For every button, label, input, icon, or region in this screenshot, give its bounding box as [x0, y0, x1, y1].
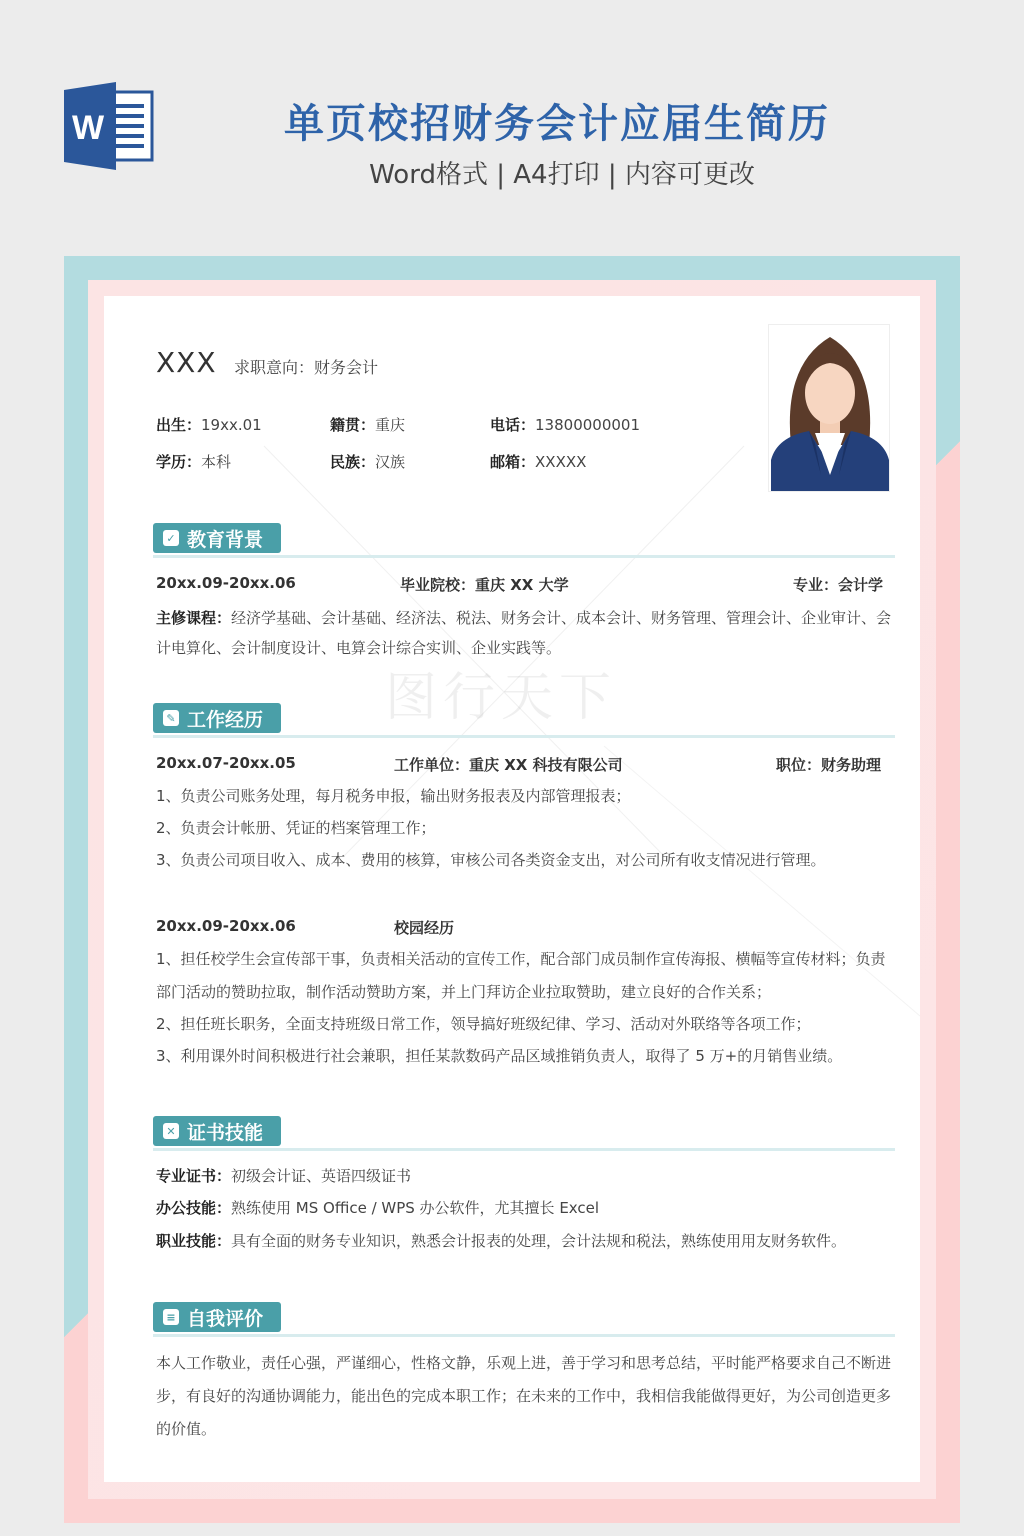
skill-professional: 职业技能：具有全面的财务专业知识，熟悉会计报表的处理，会计法规和税法，熟练使用用友财务软件。 — [156, 1232, 847, 1250]
job1-duty: 3、负责公司项目收入、成本、费用的核算，审核公司各类资金支出，对公司所有收支情况进行管理。 — [156, 851, 826, 869]
section-self-header: ≡ 自我评价 — [153, 1302, 281, 1332]
candidate-name: XXX — [156, 346, 217, 379]
edu-period: 20xx.09-20xx.06 — [156, 574, 296, 592]
skill-certificates: 专业证书：初级会计证、英语四级证书 — [156, 1167, 412, 1185]
ethnicity-field: 民族：汉族 — [330, 453, 406, 471]
edit-icon: ✎ — [163, 710, 179, 726]
edu-major: 专业：会计学 — [793, 576, 884, 594]
job2-duty: 3、利用课外时间积极进行社会兼职，担任某款数码产品区域推销负责人，取得了 5 万+的月销售业绩。 — [156, 1047, 843, 1065]
job-intent: 求职意向：财务会计 — [234, 358, 379, 377]
job1-duty: 2、负责会计帐册、凭证的档案管理工作； — [156, 819, 436, 837]
comment-icon: ≡ — [163, 1309, 179, 1325]
check-icon: ✓ — [163, 530, 179, 546]
job2-duty: 2、担任班长职务，全面支持班级日常工作，领导搞好班级纪律、学习、活动对外联络等各项工作； — [156, 1015, 811, 1033]
skill-office: 办公技能：熟练使用 MS Office / WPS 办公软件，尤其擅长 Excel — [156, 1199, 600, 1217]
watermark: 图行天下 — [385, 668, 618, 728]
avatar-illustration — [769, 325, 890, 492]
section-divider — [153, 555, 895, 558]
job2-company: 校园经历 — [394, 919, 455, 937]
edu-courses: 主修课程：经济学基础、会计基础、经济法、税法、财务会计、成本会计、财务管理、管理会计、企业审计、会计电算化、会计制度设计、电算会计综合实训、企业实践等。 — [156, 609, 892, 657]
phone-field: 电话：13800000001 — [490, 416, 640, 434]
profile-photo — [768, 324, 890, 492]
section-work-header: ✎ 工作经历 — [153, 703, 281, 733]
education-level-field: 学历：本科 — [156, 453, 232, 471]
origin-field: 籍贯：重庆 — [330, 416, 406, 434]
email-field: 邮箱：XXXXX — [490, 453, 587, 471]
section-skills-header: ✕ 证书技能 — [153, 1116, 281, 1146]
job2-period: 20xx.09-20xx.06 — [156, 917, 296, 935]
job1-position: 职位：财务助理 — [776, 756, 882, 774]
job1-duty: 1、负责公司账务处理，每月税务申报，输出财务报表及内部管理报表； — [156, 787, 631, 805]
section-education-header: ✓ 教育背景 — [153, 523, 281, 553]
section-divider — [153, 1148, 895, 1151]
job1-company: 工作单位：重庆 XX 科技有限公司 — [394, 756, 623, 774]
job2-duty: 1、担任校学生会宣传部干事，负责相关活动的宣传工作，配合部门成员制作宣传海报、横幅等宣传材料；负责部门活动的赞助拉取，制作活动赞助方案，并上门拜访企业拉取赞助，建立良好的合作关系； — [156, 950, 886, 1001]
section-divider — [153, 1334, 895, 1337]
edu-school: 毕业院校：重庆 XX 大学 — [400, 576, 569, 594]
self-evaluation: 本人工作敬业，责任心强，严谨细心，性格文静，乐观上进，善于学习和思考总结，平时能严格要求自己不断进步，有良好的沟通协调能力，能出色的完成本职工作；在未来的工作中，我相信我能做得更好，为公司创造更多的价值。 — [156, 1354, 892, 1438]
word-icon-letter: W — [71, 109, 105, 147]
birth-field: 出生：19xx.01 — [156, 416, 262, 434]
page-subtitle: Word格式 | A4打印 | 内容可更改 — [369, 160, 755, 190]
tools-icon: ✕ — [163, 1123, 179, 1139]
page-title: 单页校招财务会计应届生简历 — [284, 101, 830, 147]
section-divider — [153, 735, 895, 738]
job1-period: 20xx.07-20xx.05 — [156, 754, 296, 772]
